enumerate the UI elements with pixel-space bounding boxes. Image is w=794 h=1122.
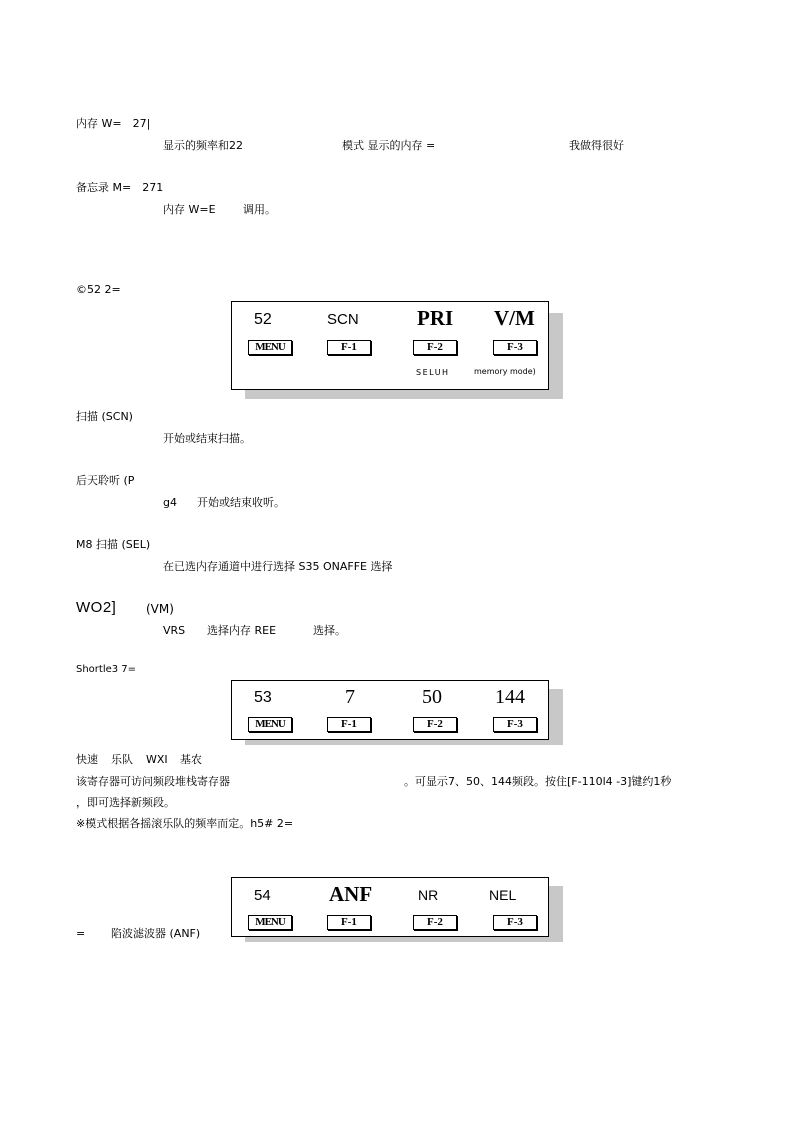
panel-1-f1-key[interactable]: F-1 [327, 340, 371, 355]
fast-line-1a: 该寄存器可访问频段堆栈寄存器 [76, 775, 230, 788]
panel-1-menu-key[interactable]: MENU [248, 340, 292, 355]
anf-label: 陷波滤波器 (ANF) [111, 927, 201, 940]
function-panel-2 [231, 680, 563, 745]
panel-2-label-144: 144 [495, 686, 525, 708]
panel-3-f1-key[interactable]: F-1 [327, 915, 371, 930]
memory-w-col1: 显示的频率和22 [163, 139, 243, 152]
wo2-desc-b: 选择内存 REE [207, 624, 277, 637]
label-52-heading: ©52 2= [76, 283, 121, 296]
listen-desc: 开始或结束收听。 [197, 496, 285, 509]
panel-3-label-nel: NEL [489, 887, 517, 903]
anf-eq-sign: = [76, 927, 86, 940]
panel-1-f2-key[interactable]: F-2 [413, 340, 457, 355]
panel-2-label-7: 7 [345, 686, 355, 708]
fast-word-2: 乐队 [111, 753, 133, 766]
memo-m-heading: 备忘录 M= 271 [76, 181, 164, 194]
panel-1-hint-seluh: SELUH [416, 368, 450, 377]
panel-2-f3-key[interactable]: F-3 [493, 717, 537, 732]
memory-w-col3: 我做得很好 [569, 139, 624, 152]
listen-heading: 后天聆听 (P [76, 474, 135, 487]
panel-1-page-number: 52 [254, 311, 272, 328]
panel-1-label-scn: SCN [327, 311, 359, 328]
fast-line-3: ※模式根据各摇滚乐队的频率而定。h5# 2= [76, 817, 294, 830]
function-panel-3 [231, 877, 563, 942]
function-panel-1 [231, 301, 563, 399]
memo-m-desc-b: 调用。 [243, 203, 276, 216]
wo2-desc-a: VRS [163, 624, 186, 637]
panel-1-f3-key[interactable]: F-3 [493, 340, 537, 355]
panel-3-f3-key[interactable]: F-3 [493, 915, 537, 930]
fast-word-1: 快速 [76, 753, 98, 766]
shortle-heading: Shortle3 7= [76, 664, 137, 675]
wo2-heading-b: (VM) [146, 602, 174, 616]
panel-3-f2-key[interactable]: F-2 [413, 915, 457, 930]
fast-word-4: 基农 [180, 753, 202, 766]
panel-3-label-anf: ANF [329, 882, 373, 906]
wo2-desc-c: 选择。 [313, 624, 346, 637]
panel-2-menu-key[interactable]: MENU [248, 717, 292, 732]
panel-3-page-number: 54 [254, 887, 271, 904]
listen-code: g4 [163, 496, 177, 509]
m8-scan-desc: 在已选内存通道中进行选择 S35 ONAFFE 选择 [163, 560, 393, 573]
panel-1-label-vm: V/M [494, 306, 535, 330]
m8-scan-heading: M8 扫描 (SEL) [76, 538, 151, 551]
panel-2-page-number: 53 [254, 689, 272, 706]
memory-w-col2: 模式 显示的内存 = [342, 139, 436, 152]
panel-1-hint-memory-mode: memory mode) [474, 367, 536, 376]
memory-w-heading: 内存 W= 27| [76, 117, 151, 130]
memo-m-desc-a: 内存 W=E [163, 203, 216, 216]
wo2-heading-a: WO2] [76, 599, 117, 616]
panel-2-f2-key[interactable]: F-2 [413, 717, 457, 732]
panel-2-label-50: 50 [422, 686, 442, 708]
fast-line-2: ，即可选择新频段。 [76, 796, 175, 809]
panel-1-label-pri: PRI [417, 306, 454, 330]
scan-desc: 开始或结束扫描。 [163, 432, 251, 445]
scan-heading: 扫描 (SCN) [76, 410, 133, 423]
panel-3-menu-key[interactable]: MENU [248, 915, 292, 930]
fast-line-1b: 。可显示7、50、144频段。按住[F-110l4 -3]键约1秒 [404, 775, 672, 788]
panel-3-label-nr: NR [418, 887, 439, 903]
fast-word-3: WXI [146, 753, 168, 766]
panel-2-f1-key[interactable]: F-1 [327, 717, 371, 732]
